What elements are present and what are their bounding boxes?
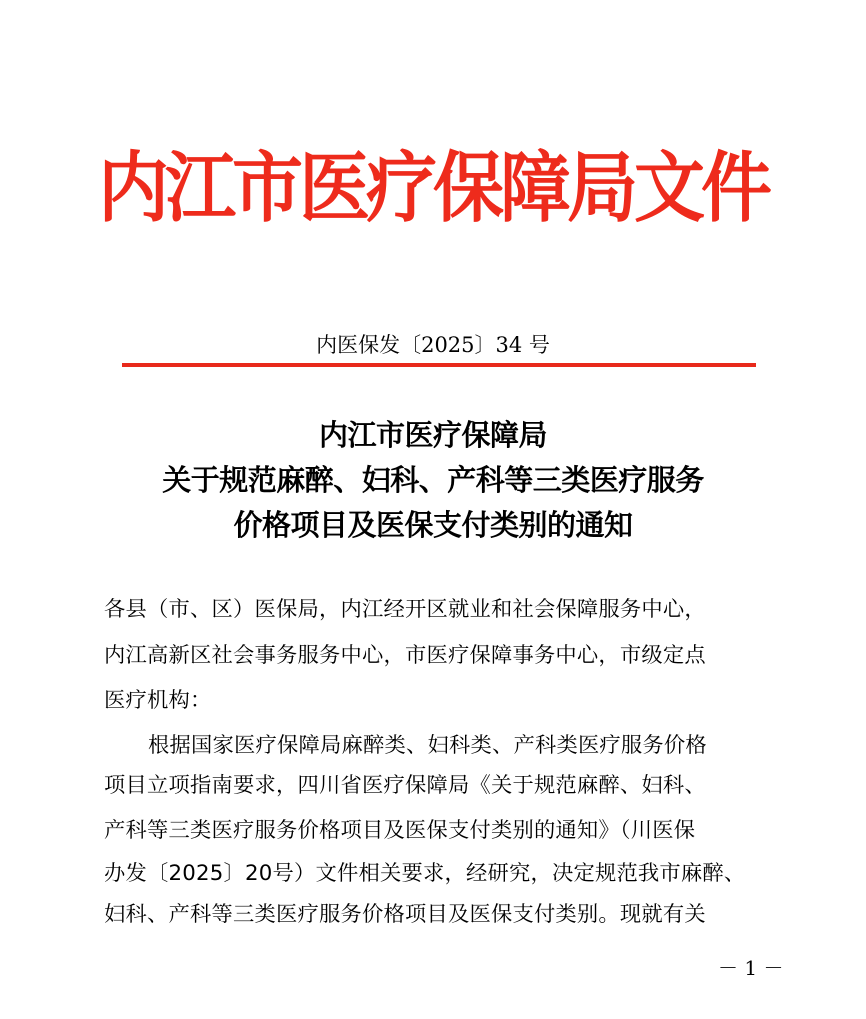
paragraph-line-5: 妇科、产科等三类医疗服务价格项目及医保支付类别。现就有关 bbox=[104, 902, 706, 927]
addressee-line-1: 各县（市、区）医保局，内江经开区就业和社会保障服务中心， bbox=[104, 597, 706, 622]
document-number: 内医保发〔2025〕34 号 bbox=[316, 333, 550, 357]
notice-title-line-3: 价格项目及医保支付类别的通知 bbox=[233, 508, 633, 542]
notice-title-line-1: 内江市医疗保障局 bbox=[318, 418, 547, 452]
paragraph-line-1: 根据国家医疗保障局麻醉类、妇科类、产科类医疗服务价格 bbox=[148, 733, 707, 758]
paragraph-line-4: 办发〔2025〕20号）文件相关要求，经研究，决定规范我市麻醉、 bbox=[104, 861, 746, 886]
page-number: － 1 － bbox=[718, 956, 784, 980]
masthead-title: 内江市医疗保障局文件 bbox=[97, 142, 768, 234]
notice-title-line-2: 关于规范麻醉、妇科、产科等三类医疗服务 bbox=[162, 463, 704, 497]
red-divider-line bbox=[122, 363, 756, 367]
addressee-line-3: 医疗机构： bbox=[104, 688, 212, 713]
addressee-line-2: 内江高新区社会事务服务中心，市医疗保障事务中心，市级定点 bbox=[104, 643, 706, 668]
paragraph-line-2: 项目立项指南要求，四川省医疗保障局《关于规范麻醉、妇科、 bbox=[104, 773, 706, 798]
paragraph-line-3: 产科等三类医疗服务价格项目及医保支付类别的通知》（川医保 bbox=[104, 818, 696, 843]
